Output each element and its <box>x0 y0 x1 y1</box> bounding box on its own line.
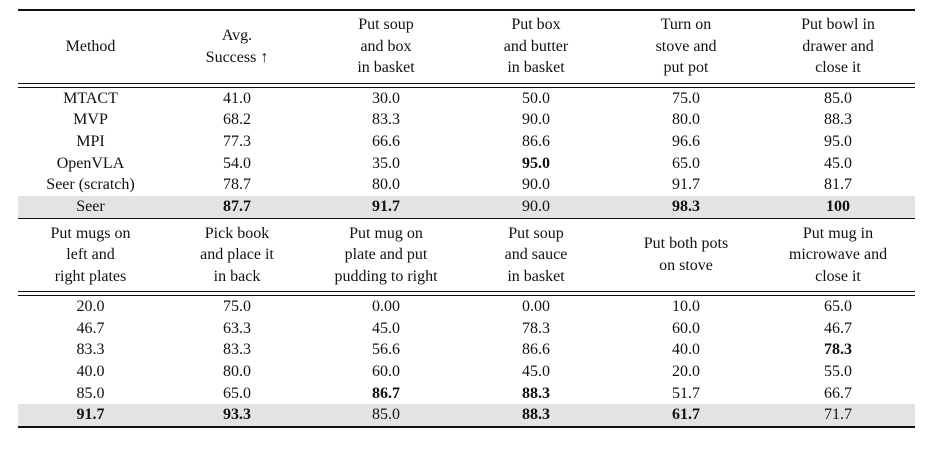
table_bottom-header-cell <box>18 219 163 291</box>
table_top-header-line: put pot <box>663 59 709 77</box>
bottom-table-header <box>18 219 915 291</box>
table_bottom-cell: 85.0 <box>311 404 461 426</box>
table_top-header-line: drawer and <box>802 37 874 55</box>
table_top-cell: 80.0 <box>672 111 700 129</box>
table_bottom-header-line: microwave and <box>788 246 888 264</box>
table_top-header-line: Success ↑ <box>205 48 269 66</box>
table_top-header-line: Turn on <box>660 16 712 34</box>
table_top-row <box>18 131 915 153</box>
table_bottom-row <box>18 361 915 383</box>
table_bottom-cell: 65.0 <box>223 384 251 402</box>
table_top-cell: 54.0 <box>223 154 251 172</box>
table_top-cell: 81.7 <box>824 176 852 194</box>
table_bottom-cell: 46.7 <box>824 319 852 337</box>
table_bottom-cell: 65.0 <box>824 297 852 315</box>
table_top-cell: 77.3 <box>223 133 251 150</box>
table_top-cell: 75.0 <box>672 89 700 107</box>
table_top-cell: 87.7 <box>163 196 311 218</box>
table_bottom-header-cell <box>761 219 915 291</box>
table_top-cell: 100 <box>761 196 915 218</box>
table_top-header-cell <box>761 11 915 83</box>
table_top-header-cell <box>311 11 461 83</box>
table_top-cell: 90.0 <box>461 196 611 218</box>
table_bottom-cell: 45.0 <box>372 319 400 337</box>
results-table-figure <box>18 9 915 428</box>
table_bottom-header-line: Put mug in <box>802 224 874 242</box>
table_top-cell: 80.0 <box>372 176 400 194</box>
table_bottom-header-cell <box>163 219 311 291</box>
table_top-cell: 45.0 <box>824 154 852 172</box>
table_bottom-cell: 40.0 <box>76 362 105 380</box>
table_top-row <box>18 88 915 110</box>
table_top-cell: 85.0 <box>824 89 852 107</box>
table_top-header-cell <box>18 11 163 83</box>
table_top-header-line: Avg. <box>221 27 253 45</box>
table_bottom-header-line: close it <box>815 267 861 285</box>
table_top-cell: 88.3 <box>824 111 852 129</box>
table_bottom-header-line: Put mugs on <box>50 224 131 242</box>
table_bottom-cell: 86.7 <box>372 384 400 402</box>
table_bottom-header-line: and place it <box>200 246 274 264</box>
table_top-cell: MVP <box>73 111 108 129</box>
table_top-row <box>18 153 915 175</box>
table_bottom-header-line: Pick book <box>204 224 270 242</box>
table_bottom-cell: 46.7 <box>76 319 105 337</box>
table_bottom-header-cell <box>311 219 461 291</box>
table_top-cell: 50.0 <box>522 89 550 107</box>
table_top-cell: 95.0 <box>824 133 852 150</box>
table_bottom-cell: 78.3 <box>522 319 550 337</box>
table_bottom-header-line: Put soup <box>508 224 564 242</box>
table_top-cell: 98.3 <box>611 196 761 218</box>
table_bottom-cell: 85.0 <box>76 384 105 402</box>
table_top-cell: Seer (scratch) <box>46 176 135 194</box>
table_top-cell: OpenVLA <box>56 154 125 172</box>
table_top-header-line: close it <box>815 59 861 77</box>
table_bottom-cell: 0.00 <box>522 297 550 315</box>
table_top-header-line: stove and <box>655 37 717 55</box>
table_bottom-header-cell <box>461 219 611 291</box>
table_bottom-cell: 83.3 <box>223 341 251 359</box>
table_top-cell: 68.2 <box>223 111 251 129</box>
table_bottom-cell: 80.0 <box>223 362 251 380</box>
table_bottom-cell: 20.0 <box>76 297 105 315</box>
table_bottom-header-line: plate and put <box>344 246 428 264</box>
table_bottom-cell: 88.3 <box>522 384 550 402</box>
table_top-header-cell <box>163 11 311 83</box>
table_bottom-row <box>18 296 915 318</box>
table_top-header-line: Method <box>65 37 116 55</box>
table_top-cell: 90.0 <box>522 176 550 194</box>
table_top-header-line: in basket <box>507 59 565 77</box>
table_top-cell: 90.0 <box>522 111 550 129</box>
table_top-header-line: Put box <box>511 16 561 34</box>
table_bottom-header-line: Put both pots <box>643 235 729 253</box>
table_top-header-line: Put bowl in <box>801 16 875 34</box>
table_bottom-cell: 55.0 <box>824 362 852 380</box>
table_top-cell: 66.6 <box>372 133 400 150</box>
table_bottom-header-line: in basket <box>507 267 565 285</box>
table_bottom-cell: 51.7 <box>672 384 700 402</box>
table_bottom-cell: 60.0 <box>372 362 400 380</box>
table_bottom-cell: 61.7 <box>611 404 761 426</box>
table_bottom-header-cell <box>611 219 761 291</box>
table_top-cell: 95.0 <box>522 154 550 172</box>
table_bottom-cell: 93.3 <box>163 404 311 426</box>
table_bottom-cell: 78.3 <box>824 341 852 359</box>
table_bottom-header-line: and sauce <box>504 246 568 264</box>
bottom-table-body <box>18 296 915 426</box>
table_bottom-cell: 20.0 <box>672 362 700 380</box>
table_top-row <box>18 174 915 196</box>
top-header-row <box>18 11 915 83</box>
table_bottom-cell: 56.6 <box>372 341 400 359</box>
table_top-header-line: and butter <box>503 37 569 55</box>
table_top-cell: 41.0 <box>223 89 251 107</box>
table_top-row <box>18 109 915 131</box>
table_bottom-cell: 63.3 <box>223 319 251 337</box>
table_bottom-header-line: left and <box>66 246 115 264</box>
bottom-rule <box>18 426 915 428</box>
table_top-header-cell <box>611 11 761 83</box>
table_top-cell: 91.7 <box>311 196 461 218</box>
table_top-cell: 78.7 <box>223 176 251 194</box>
table_top-cell: 35.0 <box>372 154 400 172</box>
table_bottom-cell: 45.0 <box>522 362 550 380</box>
table_top-cell: 30.0 <box>372 89 400 107</box>
top-table-body <box>18 88 915 218</box>
table_top-cell: MTACT <box>63 89 118 107</box>
table_bottom-cell: 71.7 <box>761 404 915 426</box>
table_bottom-cell: 40.0 <box>672 341 700 359</box>
table_top-header-line: and box <box>360 37 412 55</box>
table_bottom-cell: 75.0 <box>223 297 251 315</box>
table_bottom-cell: 66.7 <box>824 384 852 402</box>
table_bottom-cell: 0.00 <box>372 297 400 315</box>
table_bottom-row <box>18 404 915 426</box>
table_top-cell: MPI <box>76 133 105 150</box>
table_top-cell: 96.6 <box>672 133 700 150</box>
table_bottom-row <box>18 383 915 405</box>
table_top-cell: 65.0 <box>672 154 700 172</box>
table_bottom-cell: 88.3 <box>461 404 611 426</box>
table_bottom-header-line: in back <box>213 267 261 285</box>
table_bottom-cell: 60.0 <box>672 319 700 337</box>
table_top-cell: 91.7 <box>672 176 700 194</box>
table_top-header-line: in basket <box>357 59 415 77</box>
table_bottom-cell: 91.7 <box>18 404 163 426</box>
table_bottom-row <box>18 318 915 340</box>
table_bottom-header-line: on stove <box>659 256 713 274</box>
table_top-cell: 86.6 <box>522 133 550 150</box>
table_bottom-row <box>18 339 915 361</box>
table_top-cell: 83.3 <box>372 111 400 129</box>
table_bottom-cell: 86.6 <box>522 341 550 359</box>
table_top-row <box>18 196 915 218</box>
table_bottom-header-line: pudding to right <box>334 267 438 285</box>
table_top-header-cell <box>461 11 611 83</box>
table_bottom-cell: 10.0 <box>672 297 700 315</box>
table_bottom-header-line: Put mug on <box>349 224 423 242</box>
table_top-cell: Seer <box>18 196 163 218</box>
bottom-header-row <box>18 219 915 291</box>
table_top-header-line: Put soup <box>358 16 414 34</box>
table_bottom-cell: 83.3 <box>76 341 105 359</box>
table_bottom-header-line: right plates <box>54 267 127 285</box>
top-table-header <box>18 11 915 83</box>
